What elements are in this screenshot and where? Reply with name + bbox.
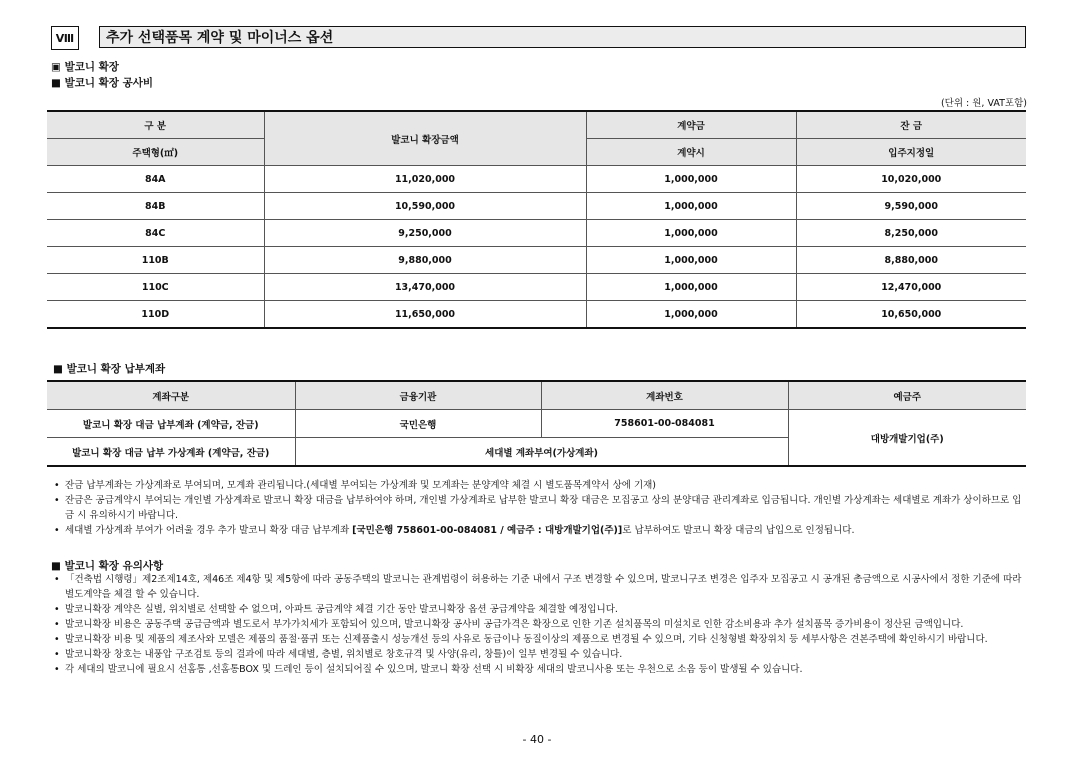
table-row [47, 193, 1026, 220]
header-account-division: 계좌구분 [47, 381, 295, 410]
cell-account-number: 758601-00-084081 [541, 410, 788, 438]
header-account-holder: 예금주 [788, 381, 1026, 410]
cell-type: 84C [47, 220, 264, 247]
header-division: 구 분 [47, 111, 264, 139]
cell-deposit: 1,000,000 [586, 301, 796, 329]
cell-deposit: 1,000,000 [586, 166, 796, 193]
list-item: • 발코니확장 비용 및 제품의 제조사와 모델은 제품의 품절·품귀 또는 신제품출시 성능개선 등의 사유로 동급이나 동질이상의 제품으로 변경될 수 있으며, 기타 신청형별 확장위치 등 세부사항은 견본주택에 확인하시기 바랍니다. [53, 632, 1028, 647]
table-row [47, 247, 1026, 274]
header-balance-timing: 입주지정일 [796, 139, 1026, 166]
cell-deposit: 1,000,000 [586, 274, 796, 301]
header-balance: 잔 금 [796, 111, 1026, 139]
list-item: • 잔금은 공급계약시 부여되는 개인별 가상계좌로 발코니 확장 대금을 납부하여야 하며, 개인별 가상계좌로 납부한 발코니 확장 대금은 모집공고 상의 분양대금 관리계좌로 입금됩니다. 개인별 가상계좌는 세대별로 계좌가 상이하므로 입금 시 유의하시기 바랍니다. [53, 493, 1028, 523]
list-item: • 발코니확장 계약은 실별, 위치별로 선택할 수 없으며, 아파트 공급계약 체결 기간 동안 발코니확장 옵션 공급계약을 체결할 예정입니다. [53, 602, 1028, 617]
cell-account-holder: 대방개발기업(주) [788, 410, 1026, 467]
caution-notes [53, 572, 1028, 677]
table-row [47, 166, 1026, 193]
heading-balcony-expansion: ▣ 발코니 확장 [51, 61, 119, 73]
payment-account-table [47, 380, 1026, 467]
note-text: 로 납부하여도 발코니 확장 대금의 납입으로 인정됩니다. [622, 525, 855, 536]
list-item: • 발코니확장 비용은 공동주택 공급금액과 별도로서 부가가치세가 포함되어 있으며, 발코니확장 공사비 공급가격은 확장으로 인한 기존 설치품목의 미설치로 인한 감소비용과 추가 설치품목 증가비용이 정산된 금액입니다. [53, 617, 1028, 632]
header-deposit-timing: 계약시 [586, 139, 796, 166]
cell-balance: 9,590,000 [796, 193, 1026, 220]
cell-amount: 10,590,000 [264, 193, 586, 220]
cell-balance: 10,020,000 [796, 166, 1026, 193]
cell-account-division: 발코니 확장 대금 납부계좌 (계약금, 잔금) [47, 410, 295, 438]
list-item [53, 523, 1028, 538]
cell-balance: 8,250,000 [796, 220, 1026, 247]
cell-amount: 9,250,000 [264, 220, 586, 247]
cell-amount: 11,020,000 [264, 166, 586, 193]
note-bold-text: [국민은행 758601-00-084081 / 예금주 : 대방개발기업(주)] [352, 525, 623, 536]
section-title: 추가 선택품목 계약 및 마이너스 옵션 [99, 26, 1026, 48]
cell-amount: 11,650,000 [264, 301, 586, 329]
header-deposit: 계약금 [586, 111, 796, 139]
cell-account-division: 발코니 확장 대금 납부 가상계좌 (계약금, 잔금) [47, 438, 295, 467]
cell-deposit: 1,000,000 [586, 193, 796, 220]
heading-expansion-cost: ■ 발코니 확장 공사비 [51, 77, 154, 89]
cell-type: 110C [47, 274, 264, 301]
expansion-cost-table [47, 110, 1026, 329]
list-item: • 「건축법 시행령」제2조제14호, 제46조 제4항 및 제5항에 따라 공동주택의 발코니는 관계법령이 허용하는 기준 내에서 구조 변경할 수 있으며, 발코니구조 변경은 입주자 모집공고 시 공개된 총금액으로 시공사에서 정한 기준에 따라 별도계약을 체결 할 수 있습니다. [53, 572, 1028, 602]
cell-deposit: 1,000,000 [586, 247, 796, 274]
heading-cautions: ■ 발코니 확장 유의사항 [51, 560, 164, 572]
cell-type: 110D [47, 301, 264, 329]
cell-amount: 13,470,000 [264, 274, 586, 301]
page-number: - 40 - [522, 733, 552, 746]
note-text: 세대별 가상계좌 부여가 어려울 경우 추가 발코니 확장 대금 납부계좌 [65, 525, 353, 536]
table-row [47, 274, 1026, 301]
cell-balance: 12,470,000 [796, 274, 1026, 301]
cell-virtual-account: 세대별 계좌부여(가상계좌) [295, 438, 788, 467]
cell-bank: 국민은행 [295, 410, 541, 438]
list-item: • 잔금 납부계좌는 가상계좌로 부여되며, 모계좌 관리됩니다.(세대별 부여되는 가상계좌 및 모계좌는 분양계약 체결 시 별도품목계약서 상에 기재) [53, 478, 1028, 493]
table-row [47, 301, 1026, 329]
table-row [47, 410, 1026, 438]
list-item: • 각 세대의 발코니에 필요시 선홈통 ,선홈통BOX 및 드레인 등이 설치되어질 수 있으며, 발코니 확장 선택 시 비확장 세대의 발코니사용 또는 우천으로 소음 등이 발생될 수 있습니다. [53, 662, 1028, 677]
section-header [51, 26, 1028, 50]
header-housing-type: 주택형(㎡) [47, 139, 264, 166]
cell-type: 110B [47, 247, 264, 274]
account-notes [53, 478, 1028, 538]
cell-deposit: 1,000,000 [586, 220, 796, 247]
table-row [47, 220, 1026, 247]
section-number: Ⅷ [51, 26, 79, 50]
header-account-number: 계좌번호 [541, 381, 788, 410]
cell-balance: 10,650,000 [796, 301, 1026, 329]
unit-note: (단위 : 원, VAT포함) [940, 98, 1027, 109]
cell-balance: 8,880,000 [796, 247, 1026, 274]
header-expansion-amount: 발코니 확장금액 [264, 111, 586, 166]
cell-type: 84B [47, 193, 264, 220]
list-item: • 발코니확장 창호는 내풍압 구조검토 등의 결과에 따라 세대별, 층별, 위치별로 창호규격 및 사양(유리, 창틀)이 일부 변경될 수 있습니다. [53, 647, 1028, 662]
cell-amount: 9,880,000 [264, 247, 586, 274]
header-bank: 금융기관 [295, 381, 541, 410]
heading-payment-account: ■ 발코니 확장 납부계좌 [53, 363, 166, 375]
cell-type: 84A [47, 166, 264, 193]
